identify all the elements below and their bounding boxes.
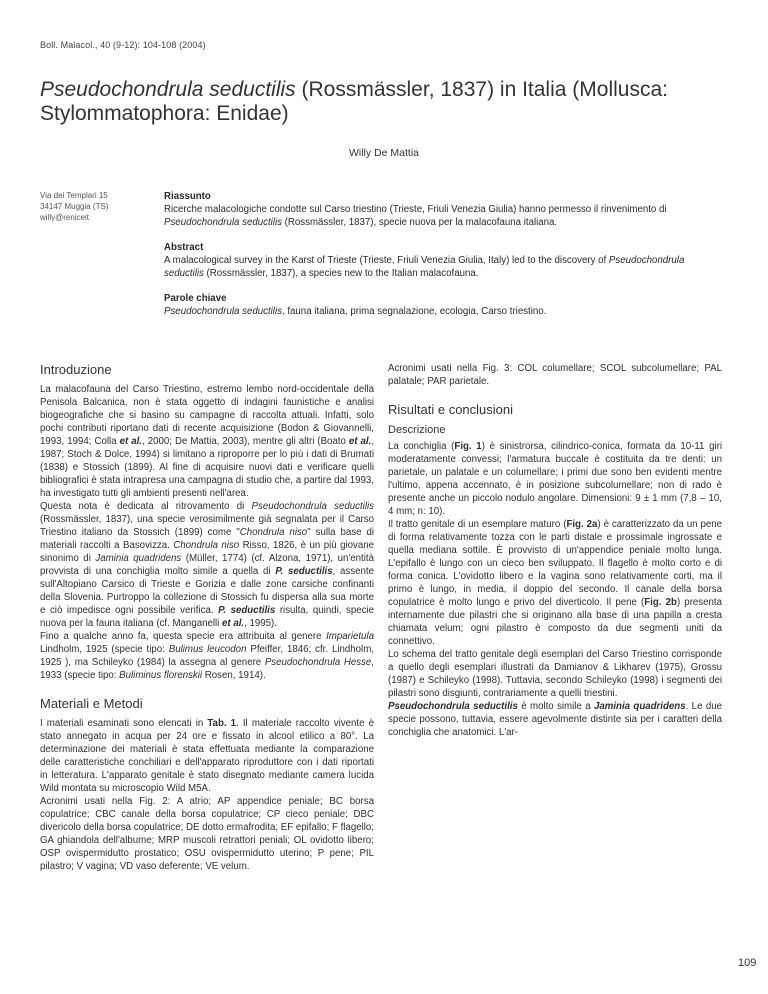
keywords-text: Pseudochondrula seductilis, fauna italiana, prima segnalazione, ecologia, Carso triestino. bbox=[164, 306, 547, 317]
section-heading-risultati: Risultati e conclusioni bbox=[388, 402, 514, 417]
author-address bbox=[40, 190, 150, 223]
section-heading-materiali: Materiali e Metodi bbox=[40, 696, 143, 711]
results-paragraph-2: Il tratto genitale di un esemplare maturo (Fig. 2a) è caratterizzato da un pene di forma relativamente tozza con le parti distale e prossimale ingrossate e quella mediana sottile. È provvisto di un'appendice peniale molto lunga. L'epifallo è lungo con un cieco ben sviluppato. Il flagello è molto corto e di forma conica. L'ovidotto libero e la vagina sono relativamente corti, ma il primo è lungo, in media, il doppio del secondo. Il canale della borsa copulatrice è molto lungo e privo del diverticolo. Il pene (Fig. 2b) presenta internamente due pilastri che si originano alla base di una papilla a cresta chiamata velum; ogni pilastro è composto da due segmenti uniti da connettivo. bbox=[388, 519, 723, 647]
results-paragraph-1: La conchiglia (Fig. 1) è sinistrorsa, cilindrico-conica, formata da 10-11 giri moderatamente convessi; l'armatura buccale è costituita da tre denti: un parietale, un palatale e un columellare; i primi due sono ben evidenti mentre l'ultimo, appena accennato, è in posizione subcolumellare; non di rado è presente anche un piccolo nodulo angolare. Dimensioni: 9 ± 1 mm (7,8 – 10, 4 mm; n: 10). bbox=[388, 441, 722, 517]
methods-paragraph-1: I materiali esaminati sono elencati in Tab. 1. Il materiale raccolto vivente è stato annegato in acqua per 24 ore e fissato in alcool etilico a 80°. La determinazione dei materiali è stata effettuata mediante la comparazione delle caratteristiche conchiliari e dell'apparato riproduttore con i dati riportati in letteratura. L'apparato genitale è stato disegnato mediante camera lucida Wild montata su microscopio Wild M5A. bbox=[40, 718, 374, 794]
address-street: Via dei Templari 15 bbox=[40, 191, 108, 200]
keywords bbox=[164, 292, 724, 318]
intro-paragraph-1: La malacofauna del Carso Triestino, estremo lembo nord-occidentale della Penisola Balcanica, non è stata oggetto di indagini faunistiche e analisi biogeografiche che si basino su campagne di raccolta attuali. Infatti, solo pochi contributi riportano dati di recente acquisizione (Bodon & Giovannelli, 1993, 1994; Colla et al., 2000; De Mattia, 2003), mentre gli altri (Boato et al., 1987; Stoch & Dolce, 1994) si limitano a riproporre per lo più i dati di Brumati (1838) e Stossich (1899). Al fine di acquisire nuovi dati e verificare quelli bibliografici è stata intrapresa una campagna di studio che, a partire dal 1993, ha investigato tutti gli ambienti presenti nell'area. bbox=[40, 384, 375, 499]
right-column bbox=[388, 362, 722, 739]
methods-paragraph-2: Acronimi usati nella Fig. 2: A atrio; AP appendice peniale; BC borsa copulatrice; CBC canale della borsa copulatrice; CP cieco peniale; DBC divericolo della borsa copulatrice; DE dotto ermafrodita; EF epifallo; F flagello; GA ghiandola dell'albume; MRP muscoli retrattori peniali; OL ovidotto libero; OSP ovispermidutto prostatico; OSU ovispermidutto uterino; P pene; PIL pilastro; V vagina; VD vaso deferente; VE velum. bbox=[40, 796, 374, 872]
address-city: 34147 Muggia (TS) bbox=[40, 202, 109, 211]
title-rest: (Rossmässler, 1837) in Italia (Mollusca: Stylommatophora: Enidae) bbox=[40, 78, 668, 125]
left-column bbox=[40, 362, 374, 873]
methods-paragraph-3: Acronimi usati nella Fig. 3: COL columellare; SCOL subcolumellare; PAL palatale; PAR parietale. bbox=[388, 363, 722, 387]
abstract-text: A malacological survey in the Karst of Trieste (Trieste, Friuli Venezia Giulia, Italy) led to the discovery of Pseudochondrula seductilis (Rossmässler, 1837), a species new to the Italian malacofauna. bbox=[164, 255, 685, 279]
author-email: willy@reniceit bbox=[40, 213, 90, 222]
riassunto bbox=[164, 190, 724, 229]
riassunto-text: Ricerche malacologiche condotte sul Carso triestino (Trieste, Friuli Venezia Giulia) hanno permesso il rinvenimento di Pseudochondrula seductilis (Rossmässler, 1837), specie nuova per la malacofauna italiana. bbox=[164, 204, 667, 228]
title-species: Pseudochondrula seductilis bbox=[40, 78, 296, 101]
abstract bbox=[164, 241, 724, 280]
results-paragraph-3: Lo schema del tratto genitale degli esemplari del Carso Triestino corrisponde a quello degli esemplari illustrati da Damianov & Likharev (1975), Grossu (1987) e Schileyko (1998). Tuttavia, secondo Schileyko (1998) i segmenti dei pilastri sono disgiunti, contrariamente a quelli triestini. bbox=[388, 649, 722, 699]
abstracts-block bbox=[164, 190, 724, 330]
intro-paragraph-3: Fino a qualche anno fa, questa specie era attribuita al genere Imparietula Lindholm, 1925 (specie tipo: Bulimus leucodon Pfeiffer, 1846; cfr. Lindholm, 1925 ), ma Schileyko (1984) la assegna al genere Pseudochondrula Hesse, 1933 (specie tipo: Buliminus florenskii Rosen, 1914). bbox=[40, 631, 374, 681]
riassunto-heading: Riassunto bbox=[164, 191, 211, 202]
results-paragraph-4: Pseudochondrula seductilis è molto simile a Jaminia quadridens. Le due specie possono, tuttavia, essere agevolmente distinte sia per i caratteri della conchiglia che anatomici. L'ar- bbox=[388, 701, 722, 738]
paper-title bbox=[40, 78, 740, 126]
author-name: Willy De Mattia bbox=[348, 147, 419, 159]
journal-citation: Boll. Malacol., 40 (9-12): 104-108 (2004) bbox=[40, 40, 206, 50]
abstract-heading: Abstract bbox=[164, 242, 204, 253]
keywords-heading: Parole chiave bbox=[164, 293, 227, 304]
intro-paragraph-2: Questa nota è dedicata al ritrovamento di Pseudochondrula seductilis (Rossmässler, 1837), una specie verosimilmente già segnalata per il Carso Triestino italiano da Stossich (1899) come "Chondrula niso" sulla base di materiali raccolti a Basovizza. Chondrula niso Risso, 1826, è un più giovane sinonimo di Jaminia quadridens (Müller, 1774) (cf. Alzona, 1971), un'entità provvista di una conchiglia molto simile a quella di P. seductilis, assente sull'Altopiano Carsico di Trieste e Gorizia e dalle zone carsiche confinanti della Slovenia. Purtroppo la collezione di Stossich fu dispersa alla sua morte e ciò impedisce ogni possibile verifica. P. seductilis risulta, quindi, specie nuova per la fauna italiana (cf. Manganelli et al., 1995). bbox=[40, 501, 375, 629]
page-number: 109 bbox=[738, 957, 757, 969]
section-heading-introduzione: Introduzione bbox=[40, 362, 112, 377]
subheading-descrizione: Descrizione bbox=[388, 424, 446, 436]
